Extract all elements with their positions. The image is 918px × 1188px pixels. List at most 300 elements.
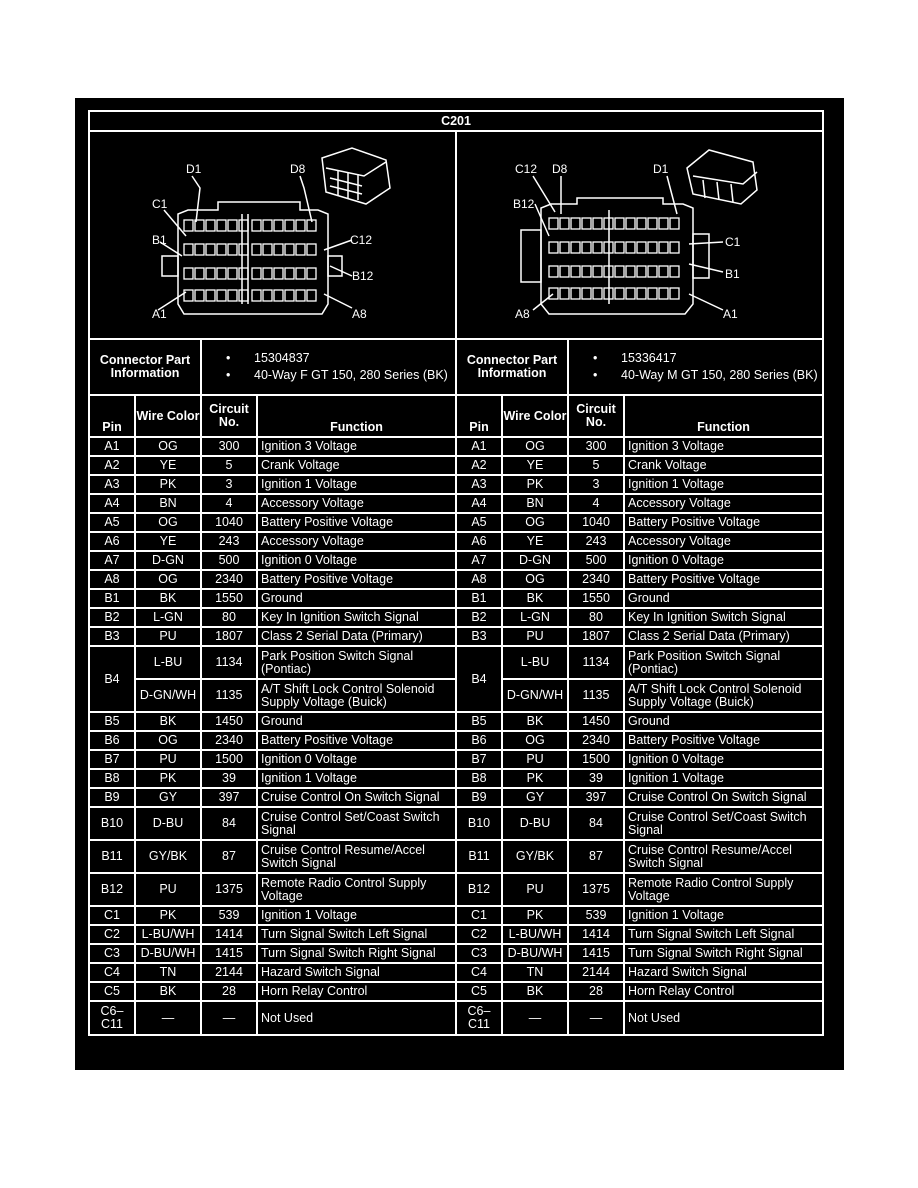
pin-cell: B8 (89, 769, 135, 788)
pin-cavity (252, 268, 261, 279)
pin-cavity (648, 288, 657, 299)
wire-color-cell: OG (135, 437, 201, 456)
function-cell: Cruise Control Set/Coast Switch Signal (624, 807, 823, 840)
pin-cavity (217, 220, 226, 231)
pin-cavity (560, 242, 569, 253)
pin-cavity (228, 244, 237, 255)
table-row (89, 731, 823, 750)
wire-color-cell: D-GN/WH (135, 679, 201, 712)
circuit-cell: 87 (201, 840, 257, 873)
pin-cavity (285, 268, 294, 279)
pin-cavity (670, 218, 679, 229)
wire-color-cell: BK (502, 712, 568, 731)
wire-color-cell: PK (135, 906, 201, 925)
pin-label-c12: C12 (515, 162, 538, 176)
circuit-cell: 4 (201, 494, 257, 513)
pin-label-a1: A1 (723, 307, 738, 321)
pin-cell: A5 (456, 513, 502, 532)
table-row (89, 944, 823, 963)
table-row (89, 608, 823, 627)
pin-cavity (670, 266, 679, 277)
circuit-cell: 3 (568, 475, 624, 494)
wire-color-cell: PK (135, 769, 201, 788)
pin-label-c12: C12 (350, 233, 373, 247)
function-cell: A/T Shift Lock Control Solenoid Supply Voltage (Buick) (257, 679, 456, 712)
circuit-cell: 1375 (201, 873, 257, 906)
pin-cavity (195, 268, 204, 279)
function-cell: Ground (624, 589, 823, 608)
wire-color-cell: D-BU/WH (135, 944, 201, 963)
pin-cell: B5 (456, 712, 502, 731)
pin-cell: A4 (89, 494, 135, 513)
table-row (89, 475, 823, 494)
pin-cavity (285, 220, 294, 231)
circuit-cell: 1500 (568, 750, 624, 769)
pin-cavity (184, 244, 193, 255)
pin-cell: B10 (89, 807, 135, 840)
function-cell: Battery Positive Voltage (624, 731, 823, 750)
circuit-cell: 243 (201, 532, 257, 551)
header-pin: Pin (89, 395, 135, 437)
function-cell: Not Used (624, 1001, 823, 1035)
wire-color-cell: L-BU/WH (135, 925, 201, 944)
header-wire-color: Wire Color (502, 395, 568, 437)
wire-color-cell: — (135, 1001, 201, 1035)
wire-color-cell: L-BU (502, 646, 568, 679)
function-cell: Horn Relay Control (624, 982, 823, 1001)
pin-cell: C6–C11 (456, 1001, 502, 1035)
circuit-cell: 1550 (201, 589, 257, 608)
pin-label-b12: B12 (513, 197, 535, 211)
part-number-left: • 15304837 (226, 350, 455, 367)
wire-color-cell: L-BU/WH (502, 925, 568, 944)
function-cell: Battery Positive Voltage (257, 513, 456, 532)
circuit-cell: 80 (201, 608, 257, 627)
pin-cell: A3 (456, 475, 502, 494)
pin-cell: B2 (456, 608, 502, 627)
pin-cell: A2 (456, 456, 502, 475)
pin-cavity (560, 218, 569, 229)
table-row (89, 840, 823, 873)
pin-table-body (89, 437, 823, 1035)
circuit-cell: 1415 (568, 944, 624, 963)
circuit-cell: 28 (568, 982, 624, 1001)
pin-cavity (626, 242, 635, 253)
pin-cavity (626, 288, 635, 299)
circuit-cell: 5 (201, 456, 257, 475)
table-row (89, 551, 823, 570)
pin-cell: A8 (89, 570, 135, 589)
function-cell: Ground (624, 712, 823, 731)
pin-cavity (252, 244, 261, 255)
pin-cell: A5 (89, 513, 135, 532)
table-row (89, 437, 823, 456)
pin-cavity (263, 244, 272, 255)
function-cell: Turn Signal Switch Left Signal (257, 925, 456, 944)
header-wire-color: Wire Color (135, 395, 201, 437)
wire-color-cell: OG (502, 513, 568, 532)
wire-color-cell: GY/BK (502, 840, 568, 873)
circuit-cell: 539 (568, 906, 624, 925)
wire-color-cell: YE (502, 532, 568, 551)
pin-cell: B4 (456, 646, 502, 712)
pin-cell: B10 (456, 807, 502, 840)
pin-cell: B7 (89, 750, 135, 769)
function-cell: Cruise Control Set/Coast Switch Signal (257, 807, 456, 840)
table-row (89, 925, 823, 944)
function-cell: Ignition 1 Voltage (624, 906, 823, 925)
pin-cavity (549, 288, 558, 299)
male-connector-drawing (457, 132, 821, 338)
pin-cavity (217, 290, 226, 301)
pin-cavity (184, 220, 193, 231)
pin-cavity (670, 288, 679, 299)
pin-cavity (571, 242, 580, 253)
pin-cell: C5 (89, 982, 135, 1001)
circuit-cell: 1135 (201, 679, 257, 712)
pin-label-d8: D8 (552, 162, 568, 176)
function-cell: Accessory Voltage (624, 532, 823, 551)
pin-cavity (285, 244, 294, 255)
table-row (89, 750, 823, 769)
circuit-cell: 87 (568, 840, 624, 873)
pin-cavity (252, 220, 261, 231)
pin-cell: A3 (89, 475, 135, 494)
pin-label-c1: C1 (725, 235, 741, 249)
circuit-cell: 1040 (568, 513, 624, 532)
pin-cell: B6 (456, 731, 502, 750)
pin-cavity (252, 290, 261, 301)
table-row (89, 906, 823, 925)
function-cell: Ignition 1 Voltage (624, 769, 823, 788)
part-number-right: • 15336417 (593, 350, 822, 367)
pin-cavity (593, 218, 602, 229)
table-row (89, 982, 823, 1001)
pin-cell: A8 (456, 570, 502, 589)
female-connector-drawing (90, 132, 454, 338)
function-cell: Cruise Control On Switch Signal (624, 788, 823, 807)
wire-color-cell: BK (135, 712, 201, 731)
pin-cell: B6 (89, 731, 135, 750)
header-circuit: Circuit No. (201, 395, 257, 437)
pin-cell: B11 (89, 840, 135, 873)
function-cell: Park Position Switch Signal (Pontiac) (257, 646, 456, 679)
wire-color-cell: PU (135, 750, 201, 769)
circuit-cell: 500 (201, 551, 257, 570)
pin-cavity (274, 220, 283, 231)
pin-cavity (228, 268, 237, 279)
part-description-left: • 40-Way F GT 150, 280 Series (BK) (226, 367, 455, 384)
circuit-cell: 1375 (568, 873, 624, 906)
header-circuit: Circuit No. (568, 395, 624, 437)
pin-cell: B1 (89, 589, 135, 608)
wire-color-cell: TN (135, 963, 201, 982)
pin-cavity (659, 242, 668, 253)
table-row (89, 646, 823, 679)
pin-cavity (582, 242, 591, 253)
part-info-label-right: Connector Part Information (456, 339, 568, 395)
pin-cell: A6 (456, 532, 502, 551)
pin-cavity (549, 218, 558, 229)
wire-color-cell: BK (502, 982, 568, 1001)
pin-cell: C6–C11 (89, 1001, 135, 1035)
wire-color-cell: D-BU (502, 807, 568, 840)
wire-color-cell: PK (502, 475, 568, 494)
table-row (89, 1001, 823, 1035)
wire-color-cell: PU (502, 627, 568, 646)
part-info-label-left: Connector Part Information (89, 339, 201, 395)
pin-cell: B12 (89, 873, 135, 906)
pin-cell: B5 (89, 712, 135, 731)
circuit-cell: 539 (201, 906, 257, 925)
circuit-cell: — (568, 1001, 624, 1035)
function-cell: Accessory Voltage (257, 494, 456, 513)
part-info-right (568, 339, 823, 395)
wire-color-cell: BK (135, 589, 201, 608)
pin-cavity (184, 268, 193, 279)
table-row (89, 712, 823, 731)
pin-label-d1: D1 (653, 162, 669, 176)
pin-cavity (626, 218, 635, 229)
pin-cavity (659, 288, 668, 299)
pin-cavity (593, 288, 602, 299)
pin-cell: C2 (456, 925, 502, 944)
pin-cavity (228, 220, 237, 231)
circuit-cell: 84 (568, 807, 624, 840)
function-cell: Hazard Switch Signal (624, 963, 823, 982)
pin-cell: C5 (456, 982, 502, 1001)
table-row (89, 873, 823, 906)
circuit-cell: 84 (201, 807, 257, 840)
pin-cell: C4 (89, 963, 135, 982)
wire-color-cell: — (502, 1001, 568, 1035)
wire-color-cell: GY (502, 788, 568, 807)
pin-cavity (571, 218, 580, 229)
pin-cell: C1 (89, 906, 135, 925)
function-cell: Turn Signal Switch Right Signal (624, 944, 823, 963)
function-cell: Class 2 Serial Data (Primary) (257, 627, 456, 646)
wire-color-cell: D-BU (135, 807, 201, 840)
function-cell: Turn Signal Switch Right Signal (257, 944, 456, 963)
function-cell: Cruise Control Resume/Accel Switch Signal (624, 840, 823, 873)
pin-label-d1: D1 (186, 162, 202, 176)
pin-cavity (217, 244, 226, 255)
pin-label-c1: C1 (152, 197, 168, 211)
wire-color-cell: OG (502, 570, 568, 589)
pin-cavity (307, 244, 316, 255)
pin-cavity (571, 266, 580, 277)
function-cell: Battery Positive Voltage (624, 513, 823, 532)
pin-cavity (239, 268, 248, 279)
function-cell: Ignition 1 Voltage (257, 769, 456, 788)
wire-color-cell: L-GN (502, 608, 568, 627)
circuit-cell: 1807 (201, 627, 257, 646)
function-cell: Battery Positive Voltage (257, 570, 456, 589)
pin-cavity (615, 266, 624, 277)
pin-cavity (307, 268, 316, 279)
table-row (89, 456, 823, 475)
circuit-cell: 1414 (201, 925, 257, 944)
pin-cavity (206, 244, 215, 255)
header-function: Function (257, 395, 456, 437)
pin-cavity (571, 288, 580, 299)
circuit-cell: 397 (201, 788, 257, 807)
wire-color-cell: OG (135, 731, 201, 750)
pin-cavity (274, 268, 283, 279)
pin-cavity (615, 242, 624, 253)
function-cell: Battery Positive Voltage (257, 731, 456, 750)
pin-label-a1: A1 (152, 307, 167, 321)
pin-cell: B12 (456, 873, 502, 906)
function-cell: Turn Signal Switch Left Signal (624, 925, 823, 944)
wire-color-cell: PK (135, 475, 201, 494)
pin-cell: A1 (89, 437, 135, 456)
function-cell: Cruise Control Resume/Accel Switch Signal (257, 840, 456, 873)
wire-color-cell: OG (135, 513, 201, 532)
wire-color-cell: L-BU (135, 646, 201, 679)
function-cell: Ignition 3 Voltage (257, 437, 456, 456)
pin-cavity (239, 244, 248, 255)
wire-color-cell: OG (502, 731, 568, 750)
wire-color-cell: PU (135, 873, 201, 906)
circuit-cell: 80 (568, 608, 624, 627)
pin-cavity (582, 218, 591, 229)
part-info-left (201, 339, 456, 395)
pin-cavity (274, 244, 283, 255)
wire-color-cell: OG (135, 570, 201, 589)
pin-cell: A7 (456, 551, 502, 570)
table-row (89, 963, 823, 982)
circuit-cell: 1134 (201, 646, 257, 679)
function-cell: Ignition 1 Voltage (257, 906, 456, 925)
circuit-cell: 1500 (201, 750, 257, 769)
pin-cavity (670, 242, 679, 253)
male-connector-diagram (456, 131, 823, 339)
pin-cavity (560, 266, 569, 277)
function-cell: Remote Radio Control Supply Voltage (257, 873, 456, 906)
wire-color-cell: YE (135, 456, 201, 475)
pin-cavity (648, 266, 657, 277)
pin-cell: B3 (456, 627, 502, 646)
circuit-cell: 2340 (568, 570, 624, 589)
wire-color-cell: BN (502, 494, 568, 513)
wire-color-cell: D-GN (135, 551, 201, 570)
function-cell: Horn Relay Control (257, 982, 456, 1001)
table-row (89, 788, 823, 807)
wire-color-cell: PU (135, 627, 201, 646)
pin-cell: B4 (89, 646, 135, 712)
pin-cavity (296, 290, 305, 301)
circuit-cell: 243 (568, 532, 624, 551)
table-row (89, 807, 823, 840)
circuit-cell: 1414 (568, 925, 624, 944)
wire-color-cell: BN (135, 494, 201, 513)
connector-sheet (75, 98, 844, 1070)
pin-cavity (285, 290, 294, 301)
pin-cavity (648, 242, 657, 253)
pin-cell: A4 (456, 494, 502, 513)
pin-cavity (648, 218, 657, 229)
circuit-cell: 300 (201, 437, 257, 456)
pin-cavity (307, 290, 316, 301)
function-cell: Hazard Switch Signal (257, 963, 456, 982)
wire-color-cell: D-GN/WH (502, 679, 568, 712)
wire-color-cell: D-BU/WH (502, 944, 568, 963)
pin-cavity (263, 268, 272, 279)
wire-color-cell: BK (502, 589, 568, 608)
pin-cavity (593, 242, 602, 253)
function-cell: Accessory Voltage (257, 532, 456, 551)
circuit-cell: 3 (201, 475, 257, 494)
pin-cavity (637, 266, 646, 277)
wire-color-cell: BK (135, 982, 201, 1001)
part-description-right: • 40-Way M GT 150, 280 Series (BK) (593, 367, 822, 384)
pin-cavity (615, 218, 624, 229)
function-cell: Ignition 0 Voltage (624, 750, 823, 769)
pin-cavity (206, 268, 215, 279)
circuit-cell: 300 (568, 437, 624, 456)
circuit-cell: 2144 (568, 963, 624, 982)
pin-label-b12: B12 (352, 269, 374, 283)
table-row (89, 494, 823, 513)
pin-cavity (195, 244, 204, 255)
circuit-cell: 1134 (568, 646, 624, 679)
pin-cell: B9 (456, 788, 502, 807)
circuit-cell: 4 (568, 494, 624, 513)
pin-cavity (593, 266, 602, 277)
pin-cavity (549, 242, 558, 253)
header-pin: Pin (456, 395, 502, 437)
pin-label-b1: B1 (725, 267, 740, 281)
function-cell: Ignition 0 Voltage (624, 551, 823, 570)
wire-color-cell: D-GN (502, 551, 568, 570)
wire-color-cell: PK (502, 769, 568, 788)
function-cell: Crank Voltage (257, 456, 456, 475)
connector-title: C201 (89, 111, 823, 131)
function-cell: Accessory Voltage (624, 494, 823, 513)
function-cell: Ignition 0 Voltage (257, 750, 456, 769)
pin-cavity (263, 290, 272, 301)
wire-color-cell: TN (502, 963, 568, 982)
circuit-cell: 1807 (568, 627, 624, 646)
table-row (89, 589, 823, 608)
pin-cell: B2 (89, 608, 135, 627)
pin-cavity (195, 290, 204, 301)
circuit-cell: — (201, 1001, 257, 1035)
pin-cavity (206, 220, 215, 231)
pin-cavity (296, 220, 305, 231)
pin-cell: B3 (89, 627, 135, 646)
circuit-cell: 1450 (568, 712, 624, 731)
function-cell: Not Used (257, 1001, 456, 1035)
wire-color-cell: L-GN (135, 608, 201, 627)
pin-cavity (615, 288, 624, 299)
wire-color-cell: PU (502, 873, 568, 906)
header-function: Function (624, 395, 823, 437)
pin-cell: B11 (456, 840, 502, 873)
circuit-cell: 1550 (568, 589, 624, 608)
pin-cavity (217, 268, 226, 279)
wire-color-cell: OG (502, 437, 568, 456)
function-cell: Battery Positive Voltage (624, 570, 823, 589)
circuit-cell: 2144 (201, 963, 257, 982)
wire-color-cell: YE (135, 532, 201, 551)
function-cell: Cruise Control On Switch Signal (257, 788, 456, 807)
function-cell: Key In Ignition Switch Signal (257, 608, 456, 627)
pin-cell: B8 (456, 769, 502, 788)
circuit-cell: 2340 (201, 570, 257, 589)
circuit-cell: 1040 (201, 513, 257, 532)
